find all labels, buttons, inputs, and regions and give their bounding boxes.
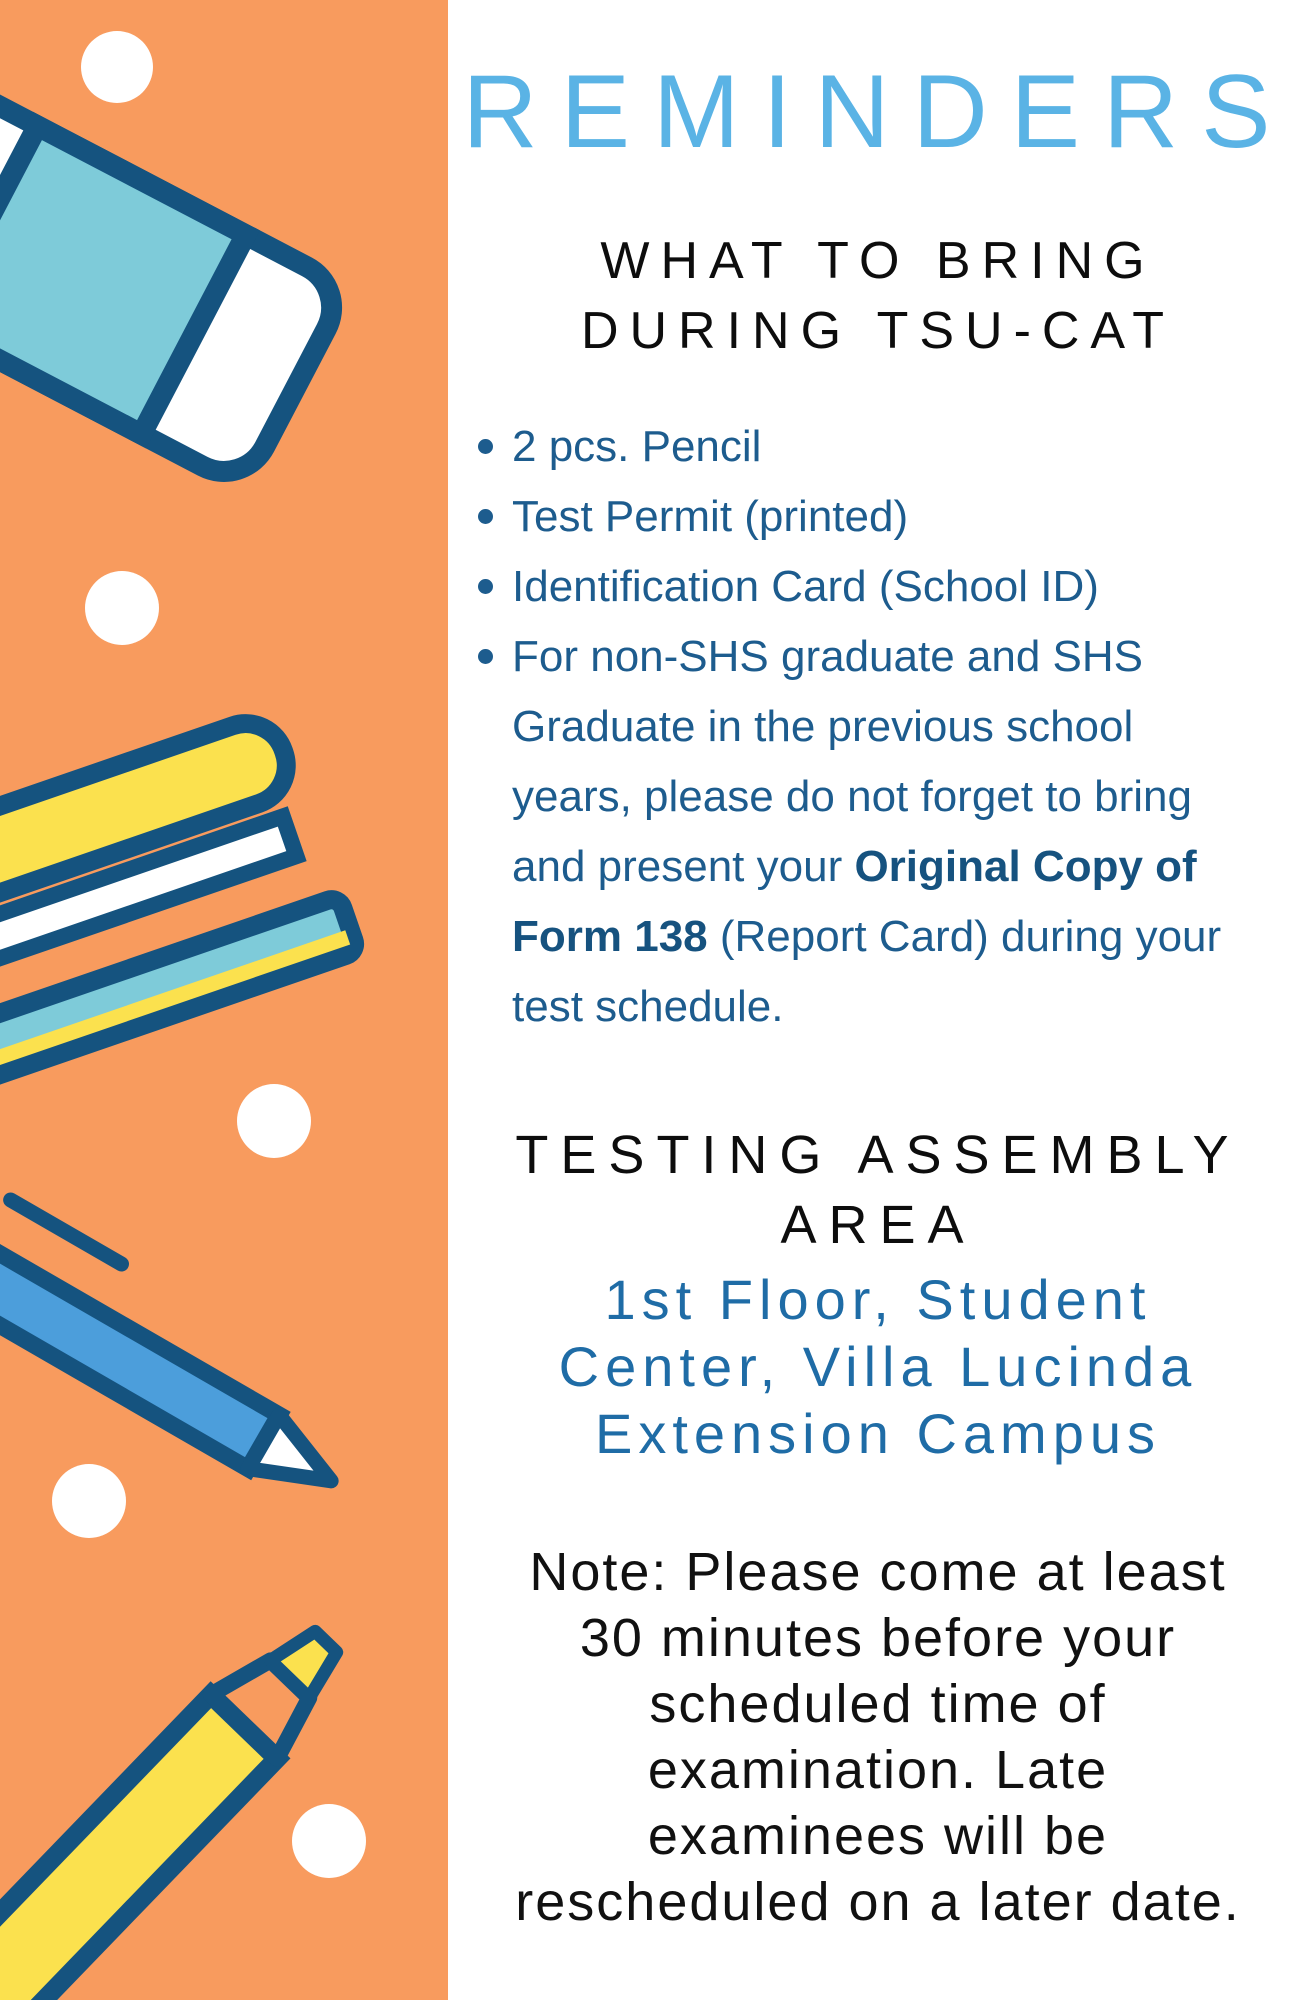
white-dot bbox=[81, 31, 153, 103]
list-item-text: For non-SHS graduate and SHS Graduate in the previous school years, please do not forget to bring and present your bbox=[512, 632, 1192, 891]
assembly-heading-line-2: AREA bbox=[780, 1195, 976, 1255]
section-heading-testing-assembly-area bbox=[448, 1120, 1308, 1260]
list-item bbox=[476, 482, 1234, 552]
note-line: examination. Late bbox=[647, 1740, 1109, 1800]
location-line: Extension Campus bbox=[594, 1402, 1161, 1465]
location-line: 1st Floor, Student bbox=[604, 1268, 1152, 1331]
location-line: Center, Villa Lucinda bbox=[558, 1335, 1198, 1398]
stapler-icon bbox=[0, 711, 358, 1086]
note-line: rescheduled on a later date. bbox=[515, 1872, 1241, 1932]
list-item-bold-text: Original Copy of Form 138 bbox=[512, 842, 1197, 961]
white-dot bbox=[292, 1804, 366, 1878]
note-line: scheduled time of bbox=[649, 1674, 1107, 1734]
what-to-bring-list bbox=[476, 412, 1234, 1042]
subtitle-line-1: WHAT TO BRING bbox=[600, 232, 1156, 290]
note-text bbox=[448, 1539, 1308, 1935]
pen-icon bbox=[0, 1135, 373, 1508]
list-item-text: Identification Card (School ID) bbox=[512, 562, 1099, 611]
note-line: 30 minutes before your bbox=[579, 1608, 1177, 1668]
section-heading-what-to-bring bbox=[448, 226, 1308, 366]
white-dot bbox=[237, 1084, 311, 1158]
list-item-text: (Report Card) during your test schedule. bbox=[512, 912, 1222, 1031]
subtitle-line-2: DURING TSU-CAT bbox=[580, 302, 1176, 360]
white-dot bbox=[85, 571, 159, 645]
stationery-illustrations bbox=[0, 0, 448, 2000]
sidebar-illustration-panel bbox=[0, 0, 448, 2000]
eraser-icon bbox=[0, 75, 348, 488]
assembly-location bbox=[448, 1266, 1308, 1467]
poster-content bbox=[448, 0, 1308, 2000]
list-item bbox=[476, 412, 1234, 482]
note-line: Note: Please come at least bbox=[529, 1542, 1227, 1602]
list-item-text: Test Permit (printed) bbox=[512, 492, 909, 541]
white-dot bbox=[52, 1464, 126, 1538]
list-item-text: 2 pcs. Pencil bbox=[512, 422, 762, 471]
assembly-heading-line-1: TESTING ASSEMBLY bbox=[515, 1125, 1241, 1185]
list-item bbox=[476, 622, 1234, 1042]
list-item bbox=[476, 552, 1234, 622]
page-title: REMINDERS bbox=[462, 54, 1294, 170]
note-line: examinees will be bbox=[647, 1806, 1109, 1866]
highlighter-icon bbox=[0, 1610, 359, 2000]
